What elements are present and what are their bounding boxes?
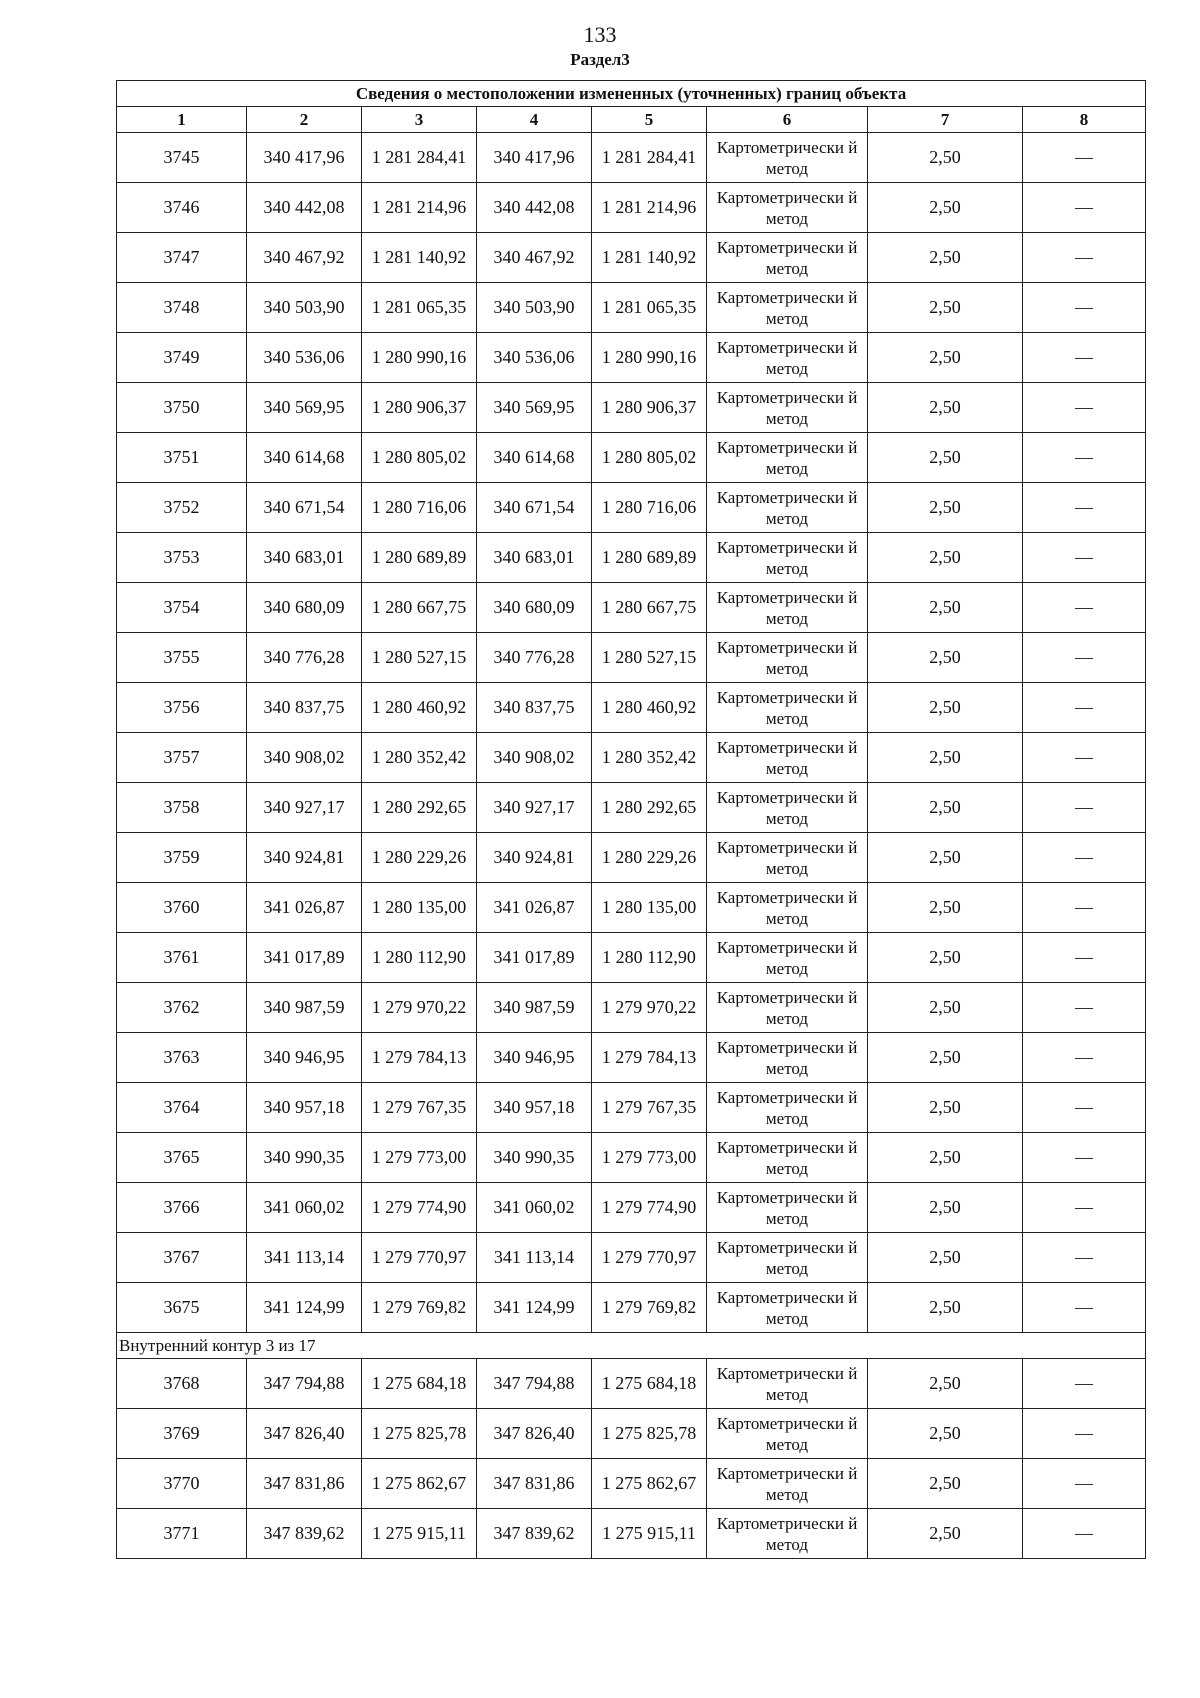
table-row	[117, 1409, 1146, 1459]
cell-y-new: 1 279 767,35	[592, 1083, 707, 1133]
cell-x-new: 340 417,96	[477, 133, 592, 183]
cell-accuracy: 2,50	[868, 583, 1023, 633]
cell-x-new: 340 680,09	[477, 583, 592, 633]
cell-y-old: 1 281 065,35	[362, 283, 477, 333]
cell-y-new: 1 279 970,22	[592, 983, 707, 1033]
cell-y-old: 1 275 915,11	[362, 1509, 477, 1559]
cell-y-old: 1 275 862,67	[362, 1459, 477, 1509]
table-row	[117, 383, 1146, 433]
cell-description: —	[1023, 1459, 1146, 1509]
table-row	[117, 1283, 1146, 1333]
cell-accuracy: 2,50	[868, 383, 1023, 433]
cell-description: —	[1023, 783, 1146, 833]
cell-description: —	[1023, 1183, 1146, 1233]
cell-description: —	[1023, 983, 1146, 1033]
cell-accuracy: 2,50	[868, 333, 1023, 383]
cell-y-new: 1 279 769,82	[592, 1283, 707, 1333]
cell-point-number: 3752	[117, 483, 247, 533]
cell-x-new: 340 924,81	[477, 833, 592, 883]
cell-point-number: 3753	[117, 533, 247, 583]
cell-y-new: 1 280 805,02	[592, 433, 707, 483]
cell-description: —	[1023, 1033, 1146, 1083]
cell-method: Картометрически й метод	[707, 1083, 868, 1133]
cell-x-new: 340 467,92	[477, 233, 592, 283]
cell-description: —	[1023, 1233, 1146, 1283]
cell-y-old: 1 275 684,18	[362, 1359, 477, 1409]
cell-y-new: 1 280 689,89	[592, 533, 707, 583]
table-row	[117, 283, 1146, 333]
cell-y-new: 1 281 065,35	[592, 283, 707, 333]
cell-x-new: 340 908,02	[477, 733, 592, 783]
cell-x-new: 341 026,87	[477, 883, 592, 933]
table-row	[117, 683, 1146, 733]
cell-point-number: 3750	[117, 383, 247, 433]
cell-accuracy: 2,50	[868, 883, 1023, 933]
cell-x-old: 340 987,59	[247, 983, 362, 1033]
cell-description: —	[1023, 233, 1146, 283]
cell-y-old: 1 280 527,15	[362, 633, 477, 683]
cell-y-new: 1 280 112,90	[592, 933, 707, 983]
cell-y-old: 1 279 970,22	[362, 983, 477, 1033]
cell-point-number: 3766	[117, 1183, 247, 1233]
cell-y-new: 1 280 527,15	[592, 633, 707, 683]
cell-accuracy: 2,50	[868, 833, 1023, 883]
cell-y-old: 1 281 214,96	[362, 183, 477, 233]
column-number-row	[117, 107, 1146, 133]
cell-method: Картометрически й метод	[707, 1183, 868, 1233]
cell-accuracy: 2,50	[868, 433, 1023, 483]
cell-y-new: 1 280 906,37	[592, 383, 707, 433]
cell-y-new: 1 275 915,11	[592, 1509, 707, 1559]
cell-method: Картометрически й метод	[707, 383, 868, 433]
cell-x-old: 341 026,87	[247, 883, 362, 933]
cell-description: —	[1023, 1083, 1146, 1133]
cell-description: —	[1023, 733, 1146, 783]
cell-method: Картометрически й метод	[707, 283, 868, 333]
table-row	[117, 733, 1146, 783]
cell-x-old: 341 017,89	[247, 933, 362, 983]
table-body	[117, 81, 1146, 1559]
cell-description: —	[1023, 1283, 1146, 1333]
section-title: Раздел3	[570, 50, 630, 69]
cell-method: Картометрически й метод	[707, 883, 868, 933]
cell-method: Картометрически й метод	[707, 333, 868, 383]
cell-x-new: 347 839,62	[477, 1509, 592, 1559]
cell-y-old: 1 279 769,82	[362, 1283, 477, 1333]
cell-x-old: 340 503,90	[247, 283, 362, 333]
cell-x-old: 340 442,08	[247, 183, 362, 233]
cell-x-old: 340 614,68	[247, 433, 362, 483]
column-number-4: 4	[477, 107, 592, 133]
cell-accuracy: 2,50	[868, 483, 1023, 533]
cell-point-number: 3769	[117, 1409, 247, 1459]
table-row	[117, 533, 1146, 583]
cell-x-old: 340 990,35	[247, 1133, 362, 1183]
cell-accuracy: 2,50	[868, 1283, 1023, 1333]
table-row	[117, 1509, 1146, 1559]
cell-description: —	[1023, 283, 1146, 333]
cell-y-old: 1 280 667,75	[362, 583, 477, 633]
cell-point-number: 3755	[117, 633, 247, 683]
cell-x-old: 347 839,62	[247, 1509, 362, 1559]
table-row	[117, 633, 1146, 683]
cell-method: Картометрически й метод	[707, 183, 868, 233]
table-row	[117, 483, 1146, 533]
cell-accuracy: 2,50	[868, 1033, 1023, 1083]
cell-x-new: 340 946,95	[477, 1033, 592, 1083]
cell-point-number: 3748	[117, 283, 247, 333]
cell-method: Картометрически й метод	[707, 1033, 868, 1083]
cell-method: Картометрически й метод	[707, 733, 868, 783]
column-number-1: 1	[117, 107, 247, 133]
cell-y-old: 1 280 112,90	[362, 933, 477, 983]
cell-method: Картометрически й метод	[707, 783, 868, 833]
cell-x-new: 340 442,08	[477, 183, 592, 233]
cell-y-new: 1 275 825,78	[592, 1409, 707, 1459]
cell-x-new: 340 776,28	[477, 633, 592, 683]
cell-point-number: 3765	[117, 1133, 247, 1183]
table-row	[117, 783, 1146, 833]
cell-y-old: 1 280 990,16	[362, 333, 477, 383]
cell-description: —	[1023, 933, 1146, 983]
cell-method: Картометрически й метод	[707, 483, 868, 533]
column-number-6: 6	[707, 107, 868, 133]
column-number-3: 3	[362, 107, 477, 133]
cell-x-new: 347 831,86	[477, 1459, 592, 1509]
cell-x-old: 340 417,96	[247, 133, 362, 183]
cell-x-new: 340 927,17	[477, 783, 592, 833]
cell-x-new: 340 683,01	[477, 533, 592, 583]
cell-y-old: 1 280 135,00	[362, 883, 477, 933]
cell-method: Картометрически й метод	[707, 633, 868, 683]
cell-y-old: 1 280 805,02	[362, 433, 477, 483]
cell-y-old: 1 280 716,06	[362, 483, 477, 533]
cell-accuracy: 2,50	[868, 283, 1023, 333]
cell-y-new: 1 280 292,65	[592, 783, 707, 833]
cell-x-new: 341 113,14	[477, 1233, 592, 1283]
cell-method: Картометрически й метод	[707, 1133, 868, 1183]
cell-y-new: 1 279 784,13	[592, 1033, 707, 1083]
cell-x-new: 340 536,06	[477, 333, 592, 383]
cell-x-old: 340 908,02	[247, 733, 362, 783]
cell-point-number: 3756	[117, 683, 247, 733]
cell-y-new: 1 279 773,00	[592, 1133, 707, 1183]
cell-accuracy: 2,50	[868, 1409, 1023, 1459]
cell-accuracy: 2,50	[868, 633, 1023, 683]
cell-description: —	[1023, 1133, 1146, 1183]
cell-y-new: 1 280 135,00	[592, 883, 707, 933]
table-row	[117, 1183, 1146, 1233]
cell-x-new: 347 826,40	[477, 1409, 592, 1459]
cell-accuracy: 2,50	[868, 783, 1023, 833]
cell-point-number: 3746	[117, 183, 247, 233]
boundary-coordinates-table	[116, 80, 1146, 1559]
cell-description: —	[1023, 433, 1146, 483]
cell-point-number: 3761	[117, 933, 247, 983]
column-number-5: 5	[592, 107, 707, 133]
cell-x-old: 347 831,86	[247, 1459, 362, 1509]
cell-x-new: 341 017,89	[477, 933, 592, 983]
cell-x-new: 340 837,75	[477, 683, 592, 733]
cell-x-old: 340 927,17	[247, 783, 362, 833]
cell-description: —	[1023, 1359, 1146, 1409]
table-caption-row	[117, 81, 1146, 107]
cell-point-number: 3767	[117, 1233, 247, 1283]
cell-method: Картометрически й метод	[707, 1459, 868, 1509]
cell-description: —	[1023, 533, 1146, 583]
cell-x-old: 341 124,99	[247, 1283, 362, 1333]
table-row	[117, 333, 1146, 383]
cell-point-number: 3759	[117, 833, 247, 883]
table-row	[117, 433, 1146, 483]
cell-y-old: 1 279 770,97	[362, 1233, 477, 1283]
cell-point-number: 3763	[117, 1033, 247, 1083]
table-row	[117, 833, 1146, 883]
cell-accuracy: 2,50	[868, 683, 1023, 733]
cell-method: Картометрически й метод	[707, 1359, 868, 1409]
cell-description: —	[1023, 333, 1146, 383]
cell-y-new: 1 280 352,42	[592, 733, 707, 783]
cell-y-new: 1 279 774,90	[592, 1183, 707, 1233]
cell-x-new: 341 124,99	[477, 1283, 592, 1333]
cell-method: Картометрически й метод	[707, 933, 868, 983]
cell-x-old: 340 569,95	[247, 383, 362, 433]
cell-description: —	[1023, 1409, 1146, 1459]
cell-accuracy: 2,50	[868, 533, 1023, 583]
cell-description: —	[1023, 483, 1146, 533]
cell-accuracy: 2,50	[868, 983, 1023, 1033]
cell-method: Картометрически й метод	[707, 1233, 868, 1283]
cell-method: Картометрически й метод	[707, 1283, 868, 1333]
cell-accuracy: 2,50	[868, 233, 1023, 283]
cell-y-old: 1 280 352,42	[362, 733, 477, 783]
column-number-8: 8	[1023, 107, 1146, 133]
cell-description: —	[1023, 883, 1146, 933]
table-row	[117, 1083, 1146, 1133]
cell-x-old: 347 794,88	[247, 1359, 362, 1409]
cell-point-number: 3749	[117, 333, 247, 383]
cell-y-old: 1 281 284,41	[362, 133, 477, 183]
cell-method: Картометрически й метод	[707, 433, 868, 483]
cell-x-old: 340 683,01	[247, 533, 362, 583]
cell-y-new: 1 281 214,96	[592, 183, 707, 233]
cell-x-old: 340 671,54	[247, 483, 362, 533]
cell-x-old: 340 776,28	[247, 633, 362, 683]
cell-y-new: 1 279 770,97	[592, 1233, 707, 1283]
cell-y-old: 1 275 825,78	[362, 1409, 477, 1459]
cell-x-old: 340 536,06	[247, 333, 362, 383]
cell-accuracy: 2,50	[868, 733, 1023, 783]
cell-x-old: 340 837,75	[247, 683, 362, 733]
table-row	[117, 883, 1146, 933]
table-row	[117, 1233, 1146, 1283]
table-row	[117, 1133, 1146, 1183]
table-row	[117, 133, 1146, 183]
cell-x-old: 341 060,02	[247, 1183, 362, 1233]
cell-y-old: 1 280 906,37	[362, 383, 477, 433]
table-row	[117, 983, 1146, 1033]
table-row	[117, 233, 1146, 283]
cell-x-new: 341 060,02	[477, 1183, 592, 1233]
cell-accuracy: 2,50	[868, 933, 1023, 983]
cell-description: —	[1023, 633, 1146, 683]
cell-description: —	[1023, 583, 1146, 633]
page-number: 133	[583, 22, 617, 47]
cell-description: —	[1023, 1509, 1146, 1559]
cell-point-number: 3758	[117, 783, 247, 833]
cell-x-new: 340 987,59	[477, 983, 592, 1033]
cell-y-old: 1 280 460,92	[362, 683, 477, 733]
cell-y-new: 1 281 284,41	[592, 133, 707, 183]
table-row	[117, 933, 1146, 983]
cell-x-new: 340 503,90	[477, 283, 592, 333]
cell-y-new: 1 281 140,92	[592, 233, 707, 283]
cell-accuracy: 2,50	[868, 1133, 1023, 1183]
table-row	[117, 183, 1146, 233]
table-row	[117, 583, 1146, 633]
table-row	[117, 1459, 1146, 1509]
cell-x-new: 347 794,88	[477, 1359, 592, 1409]
cell-method: Картометрически й метод	[707, 833, 868, 883]
cell-point-number: 3747	[117, 233, 247, 283]
column-number-7: 7	[868, 107, 1023, 133]
cell-method: Картометрически й метод	[707, 1409, 868, 1459]
cell-point-number: 3745	[117, 133, 247, 183]
cell-method: Картометрически й метод	[707, 133, 868, 183]
cell-y-old: 1 280 689,89	[362, 533, 477, 583]
cell-y-new: 1 280 667,75	[592, 583, 707, 633]
cell-y-new: 1 275 862,67	[592, 1459, 707, 1509]
contour-row	[117, 1333, 1146, 1359]
cell-y-old: 1 280 292,65	[362, 783, 477, 833]
cell-accuracy: 2,50	[868, 133, 1023, 183]
cell-y-old: 1 279 774,90	[362, 1183, 477, 1233]
cell-description: —	[1023, 183, 1146, 233]
table-caption: Сведения о местоположении измененных (уточненных) границ объекта	[117, 81, 1146, 107]
cell-method: Картометрически й метод	[707, 983, 868, 1033]
cell-accuracy: 2,50	[868, 1233, 1023, 1283]
cell-description: —	[1023, 833, 1146, 883]
cell-method: Картометрически й метод	[707, 233, 868, 283]
cell-method: Картометрически й метод	[707, 1509, 868, 1559]
cell-y-old: 1 281 140,92	[362, 233, 477, 283]
cell-x-old: 341 113,14	[247, 1233, 362, 1283]
table-row	[117, 1359, 1146, 1409]
cell-y-old: 1 279 767,35	[362, 1083, 477, 1133]
cell-accuracy: 2,50	[868, 1459, 1023, 1509]
cell-y-new: 1 275 684,18	[592, 1359, 707, 1409]
cell-x-old: 340 957,18	[247, 1083, 362, 1133]
cell-point-number: 3770	[117, 1459, 247, 1509]
cell-x-new: 340 671,54	[477, 483, 592, 533]
cell-accuracy: 2,50	[868, 1509, 1023, 1559]
cell-point-number: 3771	[117, 1509, 247, 1559]
cell-accuracy: 2,50	[868, 183, 1023, 233]
column-number-2: 2	[247, 107, 362, 133]
cell-y-new: 1 280 716,06	[592, 483, 707, 533]
cell-y-old: 1 279 773,00	[362, 1133, 477, 1183]
cell-point-number: 3764	[117, 1083, 247, 1133]
cell-point-number: 3751	[117, 433, 247, 483]
cell-point-number: 3768	[117, 1359, 247, 1409]
cell-x-old: 347 826,40	[247, 1409, 362, 1459]
cell-method: Картометрически й метод	[707, 533, 868, 583]
cell-y-old: 1 280 229,26	[362, 833, 477, 883]
cell-x-old: 340 680,09	[247, 583, 362, 633]
table-row	[117, 1033, 1146, 1083]
cell-y-new: 1 280 990,16	[592, 333, 707, 383]
cell-x-new: 340 614,68	[477, 433, 592, 483]
cell-description: —	[1023, 133, 1146, 183]
cell-method: Картометрически й метод	[707, 683, 868, 733]
cell-accuracy: 2,50	[868, 1359, 1023, 1409]
cell-y-old: 1 279 784,13	[362, 1033, 477, 1083]
cell-x-old: 340 467,92	[247, 233, 362, 283]
cell-point-number: 3762	[117, 983, 247, 1033]
cell-point-number: 3760	[117, 883, 247, 933]
cell-point-number: 3757	[117, 733, 247, 783]
cell-x-new: 340 990,35	[477, 1133, 592, 1183]
cell-y-new: 1 280 460,92	[592, 683, 707, 733]
cell-point-number: 3675	[117, 1283, 247, 1333]
contour-label: Внутренний контур 3 из 17	[117, 1333, 1146, 1359]
cell-description: —	[1023, 683, 1146, 733]
cell-y-new: 1 280 229,26	[592, 833, 707, 883]
cell-x-new: 340 569,95	[477, 383, 592, 433]
cell-x-new: 340 957,18	[477, 1083, 592, 1133]
cell-point-number: 3754	[117, 583, 247, 633]
cell-x-old: 340 946,95	[247, 1033, 362, 1083]
cell-method: Картометрически й метод	[707, 583, 868, 633]
cell-accuracy: 2,50	[868, 1183, 1023, 1233]
cell-x-old: 340 924,81	[247, 833, 362, 883]
cell-accuracy: 2,50	[868, 1083, 1023, 1133]
cell-description: —	[1023, 383, 1146, 433]
